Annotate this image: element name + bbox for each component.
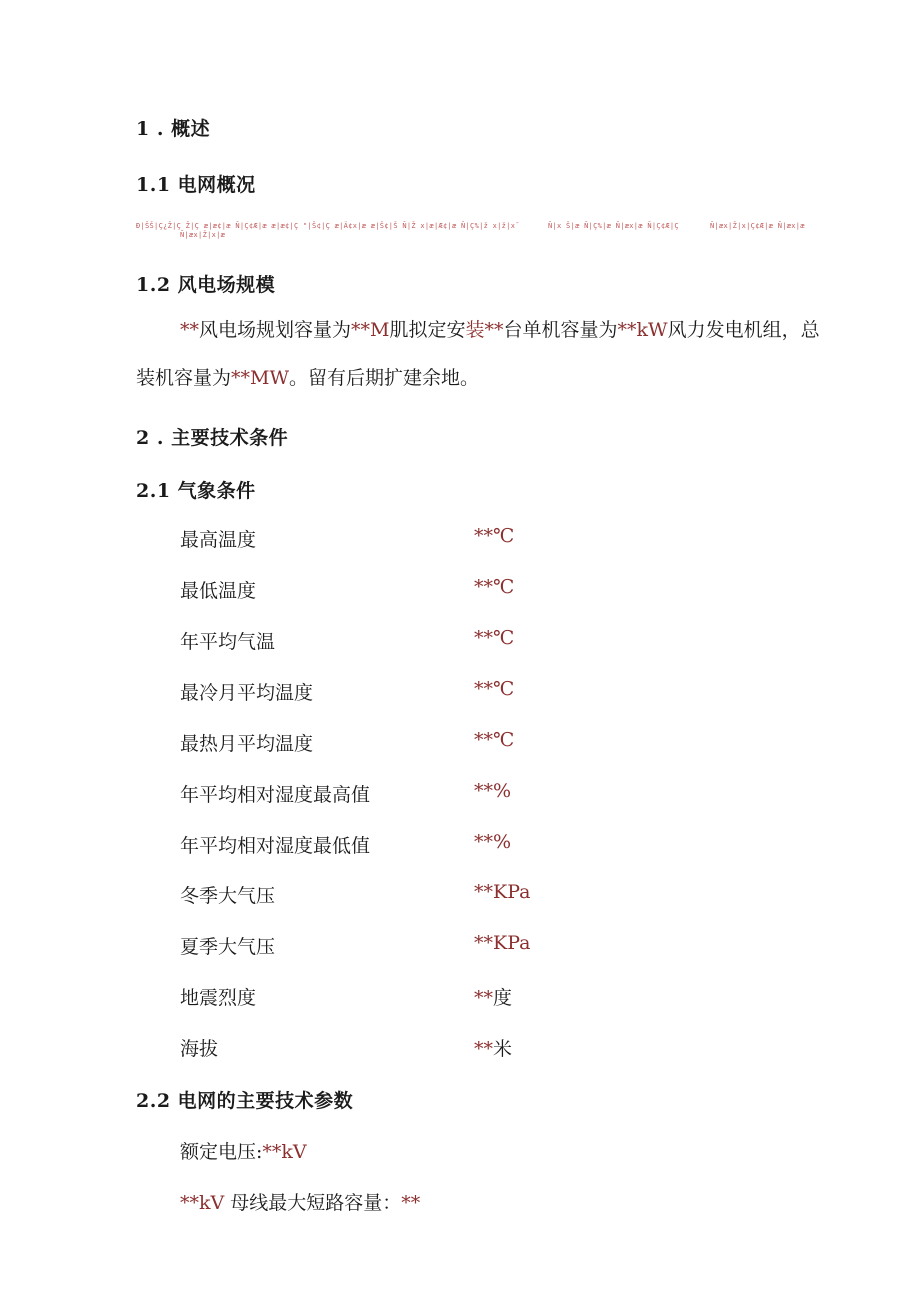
scale-placeholder: **M xyxy=(351,319,390,341)
weather-value-placeholder: ** xyxy=(474,1038,493,1060)
weather-label: 地震烈度 xyxy=(180,987,257,1009)
section-1-1-heading: 1.1 电网概况 xyxy=(136,174,256,196)
scale-text: 装机容量为 xyxy=(136,367,232,389)
scale-placeholder: **MW xyxy=(231,367,289,389)
weather-label: 最高温度 xyxy=(180,529,257,551)
scale-placeholder: 装** xyxy=(465,319,504,341)
scale-text: 台单机容量为 xyxy=(503,319,618,341)
rated-voltage-label: 额定电压: xyxy=(180,1141,263,1163)
section-1-heading: 1 . 概述 xyxy=(136,118,211,140)
weather-row xyxy=(180,932,680,962)
weather-row xyxy=(180,627,680,657)
scale-placeholder: ** xyxy=(180,319,199,341)
rated-voltage-value: **kV xyxy=(262,1141,307,1163)
weather-row xyxy=(180,678,680,708)
weather-value xyxy=(474,1034,512,1061)
garbled-text-line: Ñ|æx|Ž|x|Ç¢Æ|æ Ñ|æx|æ xyxy=(710,222,805,230)
rated-voltage-line xyxy=(180,1137,307,1164)
busbar-capacity-label: 母线最大短路容量： xyxy=(224,1192,402,1214)
weather-label: 年平均相对湿度最低值 xyxy=(180,835,371,857)
weather-row xyxy=(180,780,680,810)
weather-value: **% xyxy=(474,831,512,853)
weather-value: **℃ xyxy=(474,627,515,649)
section-2-heading: 2 . 主要技术条件 xyxy=(136,427,289,449)
section-1-2-heading: 1.2 风电场规模 xyxy=(136,274,276,296)
section-2-2-heading: 2.2 电网的主要技术参数 xyxy=(136,1090,354,1112)
scale-text: 肌拟定安 xyxy=(389,319,466,341)
weather-row xyxy=(180,729,680,759)
weather-label: 冬季大气压 xyxy=(180,885,276,907)
weather-value-unit: 度 xyxy=(493,987,513,1009)
weather-label: 最低温度 xyxy=(180,580,257,602)
busbar-capacity-value: ** xyxy=(401,1192,421,1214)
garbled-text-line: Ñ|x Š|æ Ñ|Ç%|æ Ñ|æx|æ Ñ|Ç¢Æ|Ç xyxy=(548,222,679,230)
busbar-capacity-line xyxy=(180,1188,420,1215)
weather-value: **% xyxy=(474,780,512,802)
weather-label: 最热月平均温度 xyxy=(180,733,314,755)
wind-farm-scale-paragraph xyxy=(136,306,846,402)
weather-value xyxy=(474,983,512,1010)
weather-value: **℃ xyxy=(474,525,515,547)
busbar-voltage-value: **kV xyxy=(180,1192,225,1214)
weather-value: **KPa xyxy=(474,932,531,954)
weather-row xyxy=(180,576,680,606)
scale-placeholder: **kW xyxy=(617,319,668,341)
weather-value: **℃ xyxy=(474,678,515,700)
scale-text: 。留有后期扩建余地。 xyxy=(289,367,480,389)
weather-row xyxy=(180,881,680,911)
weather-row xyxy=(180,525,680,555)
scale-text: 风电场规划容量为 xyxy=(199,319,352,341)
weather-row xyxy=(180,1034,680,1064)
garbled-text-line: Ñ|æx|Ž|x|æ xyxy=(180,231,226,239)
weather-value: **℃ xyxy=(474,729,515,751)
scale-text: 风力发电机组，总 xyxy=(667,319,820,341)
weather-label: 年平均气温 xyxy=(180,631,276,653)
weather-row xyxy=(180,983,680,1013)
weather-label: 最冷月平均温度 xyxy=(180,682,314,704)
weather-row xyxy=(180,831,680,861)
weather-label: 年平均相对湿度最高值 xyxy=(180,784,371,806)
weather-value: **KPa xyxy=(474,881,531,903)
weather-value: **℃ xyxy=(474,576,515,598)
weather-label: 海拔 xyxy=(180,1038,219,1060)
section-2-1-heading: 2.1 气象条件 xyxy=(136,480,256,502)
garbled-text-line: Ð|ŠŠ|Ç¿Ž|Ç Ž|Ç æ|æ¢|æ Ñ|Ç¢Æ|æ æ|æ¢|Ç "|Š¢|Ç æ|Ä¢x|æ æ|Š¢|Š Ñ|Ž x|æ|Æ¢|æ Ñ|Ç%|ž x|ž|x¯ xyxy=(136,222,520,230)
weather-value-unit: 米 xyxy=(493,1038,513,1060)
weather-value-placeholder: ** xyxy=(474,987,493,1009)
weather-label: 夏季大气压 xyxy=(180,936,276,958)
